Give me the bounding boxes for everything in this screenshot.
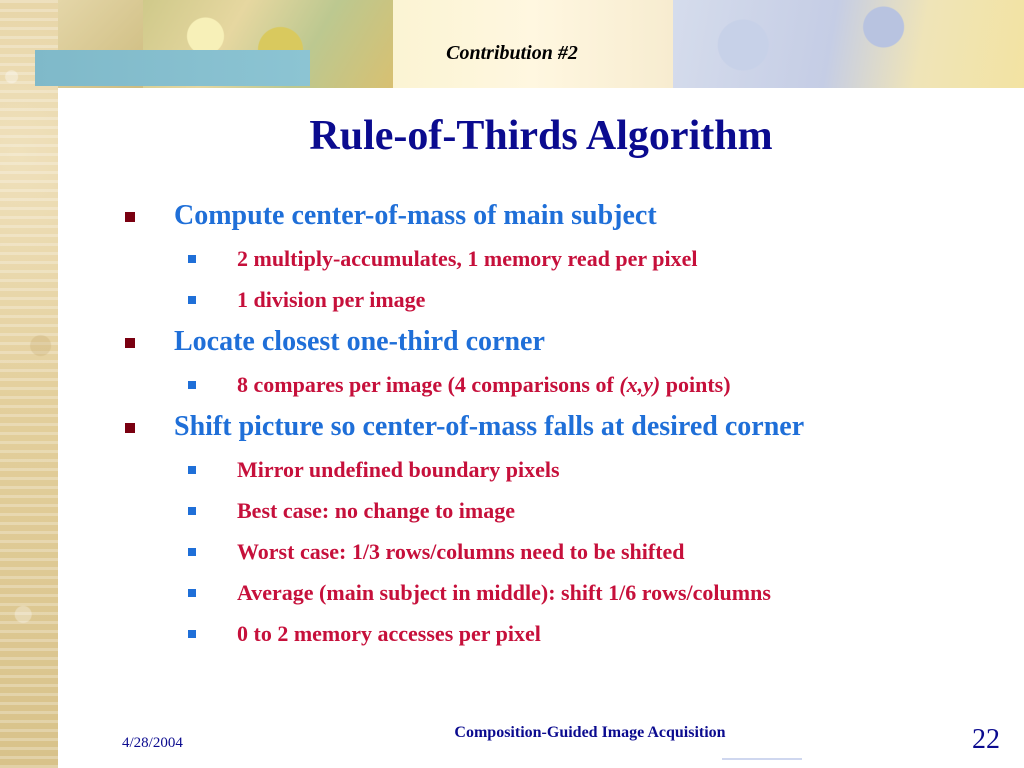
sub-bullet-text: Average (main subject in middle): shift 1/6 rows/columns [237,580,771,605]
bullet-text: Compute center-of-mass of main subject [174,200,657,231]
bullet-text: Shift picture so center-of-mass falls at desired corner [174,411,805,442]
page-number: 22 [972,724,1000,755]
footer-divider [722,758,802,760]
sub-bullet-item [120,613,1000,654]
square-bullet-icon [188,255,196,263]
sub-bullet-item [120,490,1000,531]
banner-blue-image [673,0,1024,90]
square-bullet-icon [125,423,135,433]
sub-bullet-text-suffix: points) [660,372,731,397]
sub-bullet-text-prefix: 8 compares per image (4 comparisons of [237,372,620,397]
sub-bullet-text: 0 to 2 memory accesses per pixel [237,621,541,646]
sub-bullet-text: Best case: no change to image [237,498,516,523]
square-bullet-icon [188,466,196,474]
bullet-list [120,194,1000,654]
sub-bullet-text: Worst case: 1/3 rows/columns need to be shifted [237,539,685,564]
sub-bullet-text: 1 division per image [237,287,426,312]
sub-bullet-item [120,531,1000,572]
sub-bullet-item [120,238,1000,279]
sub-bullet-text: 2 multiply-accumulates, 1 memory read per pixel [237,246,698,271]
bullet-item [120,194,1000,238]
sub-bullet-item [120,449,1000,490]
square-bullet-icon [188,589,196,597]
square-bullet-icon [125,338,135,348]
bullet-text: Locate closest one-third corner [174,326,545,357]
bullet-item [120,405,1000,449]
square-bullet-icon [188,296,196,304]
slide-title: Rule-of-Thirds Algorithm [309,113,773,159]
left-decorative-strip [0,0,58,768]
section-label: Contribution #2 [446,42,578,64]
footer-date: 4/28/2004 [122,735,183,751]
sub-bullet-text-italic: (x,y) [619,372,661,397]
square-bullet-icon [188,630,196,638]
teal-accent-bar [35,50,310,86]
sub-bullet-item [120,279,1000,320]
footer-title: Composition-Guided Image Acquisition [454,724,726,741]
square-bullet-icon [188,548,196,556]
sub-bullet-item [120,364,1000,405]
bullet-item [120,320,1000,364]
square-bullet-icon [125,212,135,222]
sub-bullet-item [120,572,1000,613]
square-bullet-icon [188,507,196,515]
sub-bullet-text: Mirror undefined boundary pixels [237,457,560,482]
square-bullet-icon [188,381,196,389]
